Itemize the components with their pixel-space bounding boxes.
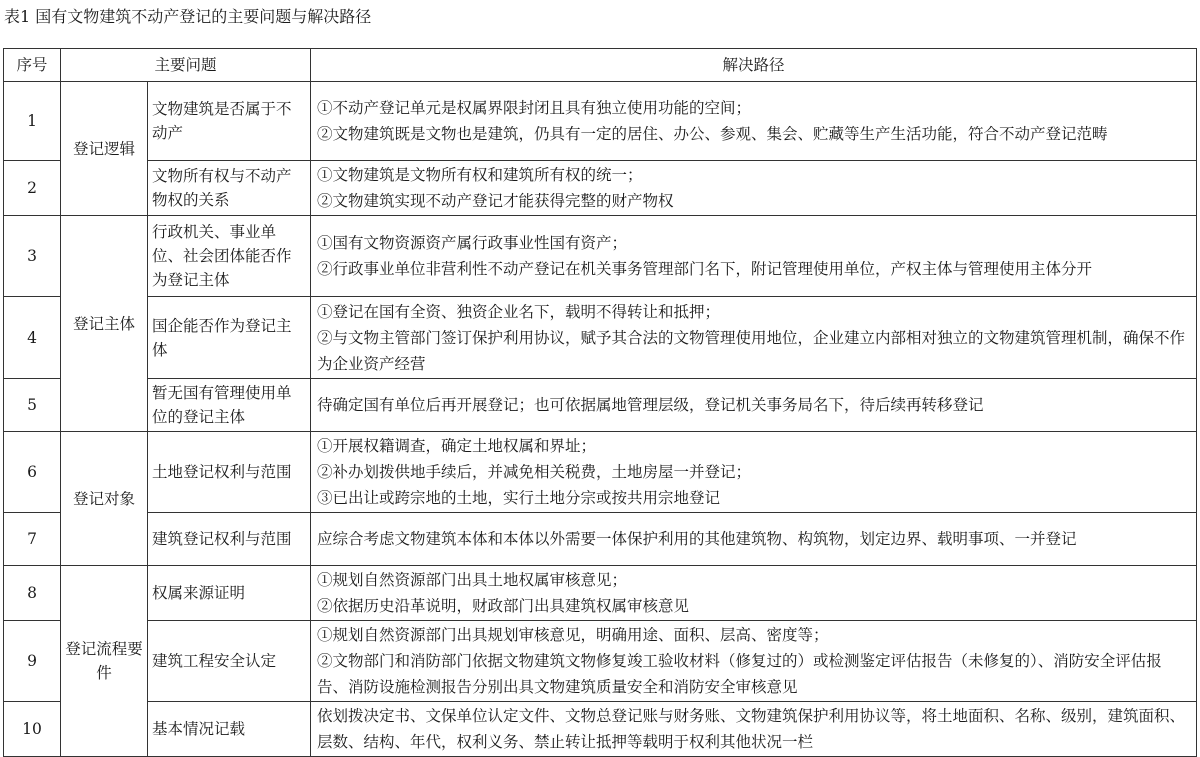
solution-line: ②文物建筑既是文物也是建筑，仍具有一定的居住、办公、参观、集会、贮藏等生产生活功能，符合不动产登记范畴: [317, 125, 1108, 143]
row-number: 9: [4, 621, 61, 702]
solution-cell: [311, 216, 1197, 297]
solution-line: ②行政事业单位非营利性不动产登记在机关事务管理部门名下，附记管理使用单位，产权主体与管理使用主体分开: [317, 260, 1093, 278]
solution-cell: [311, 82, 1197, 161]
solution-line: ①开展权籍调查，确定土地权属和界址；: [317, 437, 597, 455]
category-cell: 登记流程要件: [61, 566, 148, 757]
table-row: [4, 216, 1197, 297]
header-issue: 主要问题: [61, 49, 311, 82]
table-row: [4, 432, 1197, 513]
category-cell: 登记逻辑: [61, 82, 148, 216]
solution-cell: [311, 297, 1197, 379]
table-row: [4, 297, 1197, 379]
solution-line: ②依据历史沿革说明，财政部门出具建筑权属审核意见: [317, 597, 690, 615]
problem-cell: 土地登记权利与范围: [148, 432, 311, 513]
issues-table: [3, 48, 1197, 757]
header-row: [4, 49, 1197, 82]
row-number: 6: [4, 432, 61, 513]
solution-line: ①规划自然资源部门出具土地权属审核意见；: [317, 571, 628, 589]
problem-cell: 国企能否作为登记主体: [148, 297, 311, 379]
table-row: [4, 82, 1197, 161]
table-row: [4, 513, 1197, 566]
header-no: 序号: [4, 49, 61, 82]
solution-line: ②文物部门和消防部门依据文物建筑文物修复竣工验收材料（修复过的）或检测鉴定评估报告（未修复的）、消防安全评估报告、消防设施检测报告分别出具文物建筑质量安全和消防安全审核意见: [317, 652, 1162, 696]
solution-line: ①文物建筑是文物所有权和建筑所有权的统一；: [317, 166, 643, 184]
solution-line: ①不动产登记单元是权属界限封闭且具有独立使用功能的空间；: [317, 99, 752, 117]
problem-cell: 建筑工程安全认定: [148, 621, 311, 702]
row-number: 2: [4, 161, 61, 216]
solution-line: ②与文物主管部门签订保护利用协议，赋予其合法的文物管理使用地位，企业建立内部相对独立的文物建筑管理机制，确保不作为企业资产经营: [317, 328, 1186, 373]
row-number: 5: [4, 379, 61, 432]
category-cell: 登记对象: [61, 432, 148, 566]
solution-line: ②补办划拨供地手续后，并减免相关税费，土地房屋一并登记；: [317, 463, 752, 481]
solution-line: ②文物建筑实现不动产登记才能获得完整的财产物权: [317, 192, 674, 210]
row-number: 3: [4, 216, 61, 297]
solution-cell: [311, 513, 1197, 566]
solution-line: 待确定国有单位后再开展登记；也可依据属地管理层级，登记机关事务局名下，待后续再转移登记: [317, 396, 984, 414]
problem-cell: 行政机关、事业单位、社会团体能否作为登记主体: [148, 216, 311, 297]
problem-cell: 暂无国有管理使用单位的登记主体: [148, 379, 311, 432]
solution-cell: [311, 702, 1197, 757]
table-row: [4, 702, 1197, 757]
row-number: 8: [4, 566, 61, 621]
row-number: 10: [4, 702, 61, 757]
row-number: 4: [4, 297, 61, 379]
solution-cell: [311, 379, 1197, 432]
category-cell: 登记主体: [61, 216, 148, 432]
solution-cell: [311, 621, 1197, 702]
problem-cell: 基本情况记载: [148, 702, 311, 757]
problem-cell: 文物所有权与不动产物权的关系: [148, 161, 311, 216]
solution-cell: [311, 161, 1197, 216]
solution-line: 应综合考虑文物建筑本体和本体以外需要一体保护利用的其他建筑物、构筑物，划定边界、载明事项、一并登记: [317, 530, 1077, 548]
solution-line: ①登记在国有全资、独资企业名下，载明不得转让和抵押；: [317, 302, 721, 321]
table-caption: 表1 国有文物建筑不动产登记的主要问题与解决路径: [4, 7, 372, 26]
solution-cell: [311, 432, 1197, 513]
table-row: [4, 379, 1197, 432]
problem-cell: 权属来源证明: [148, 566, 311, 621]
solution-line: ①规划自然资源部门出具规划审核意见，明确用途、面积、层高、密度等；: [317, 626, 829, 644]
header-solution: 解决路径: [311, 49, 1197, 82]
table-row: [4, 566, 1197, 621]
row-number: 7: [4, 513, 61, 566]
problem-cell: 建筑登记权利与范围: [148, 513, 311, 566]
row-number: 1: [4, 82, 61, 161]
table-row: [4, 161, 1197, 216]
solution-line: 依划拨决定书、文保单位认定文件、文物总登记账与财务账、文物建筑保护利用协议等，将土地面积、名称、级别，建筑面积、层数、结构、年代，权利义务、禁止转让抵押等载明于权利其他状况一栏: [317, 707, 1186, 751]
solution-line: ①国有文物资源资产属行政事业性国有资产；: [317, 234, 628, 252]
problem-cell: 文物建筑是否属于不动产: [148, 82, 311, 161]
solution-line: ③已出让或跨宗地的土地，实行土地分宗或按共用宗地登记: [317, 489, 721, 507]
solution-cell: [311, 566, 1197, 621]
table-row: [4, 621, 1197, 702]
